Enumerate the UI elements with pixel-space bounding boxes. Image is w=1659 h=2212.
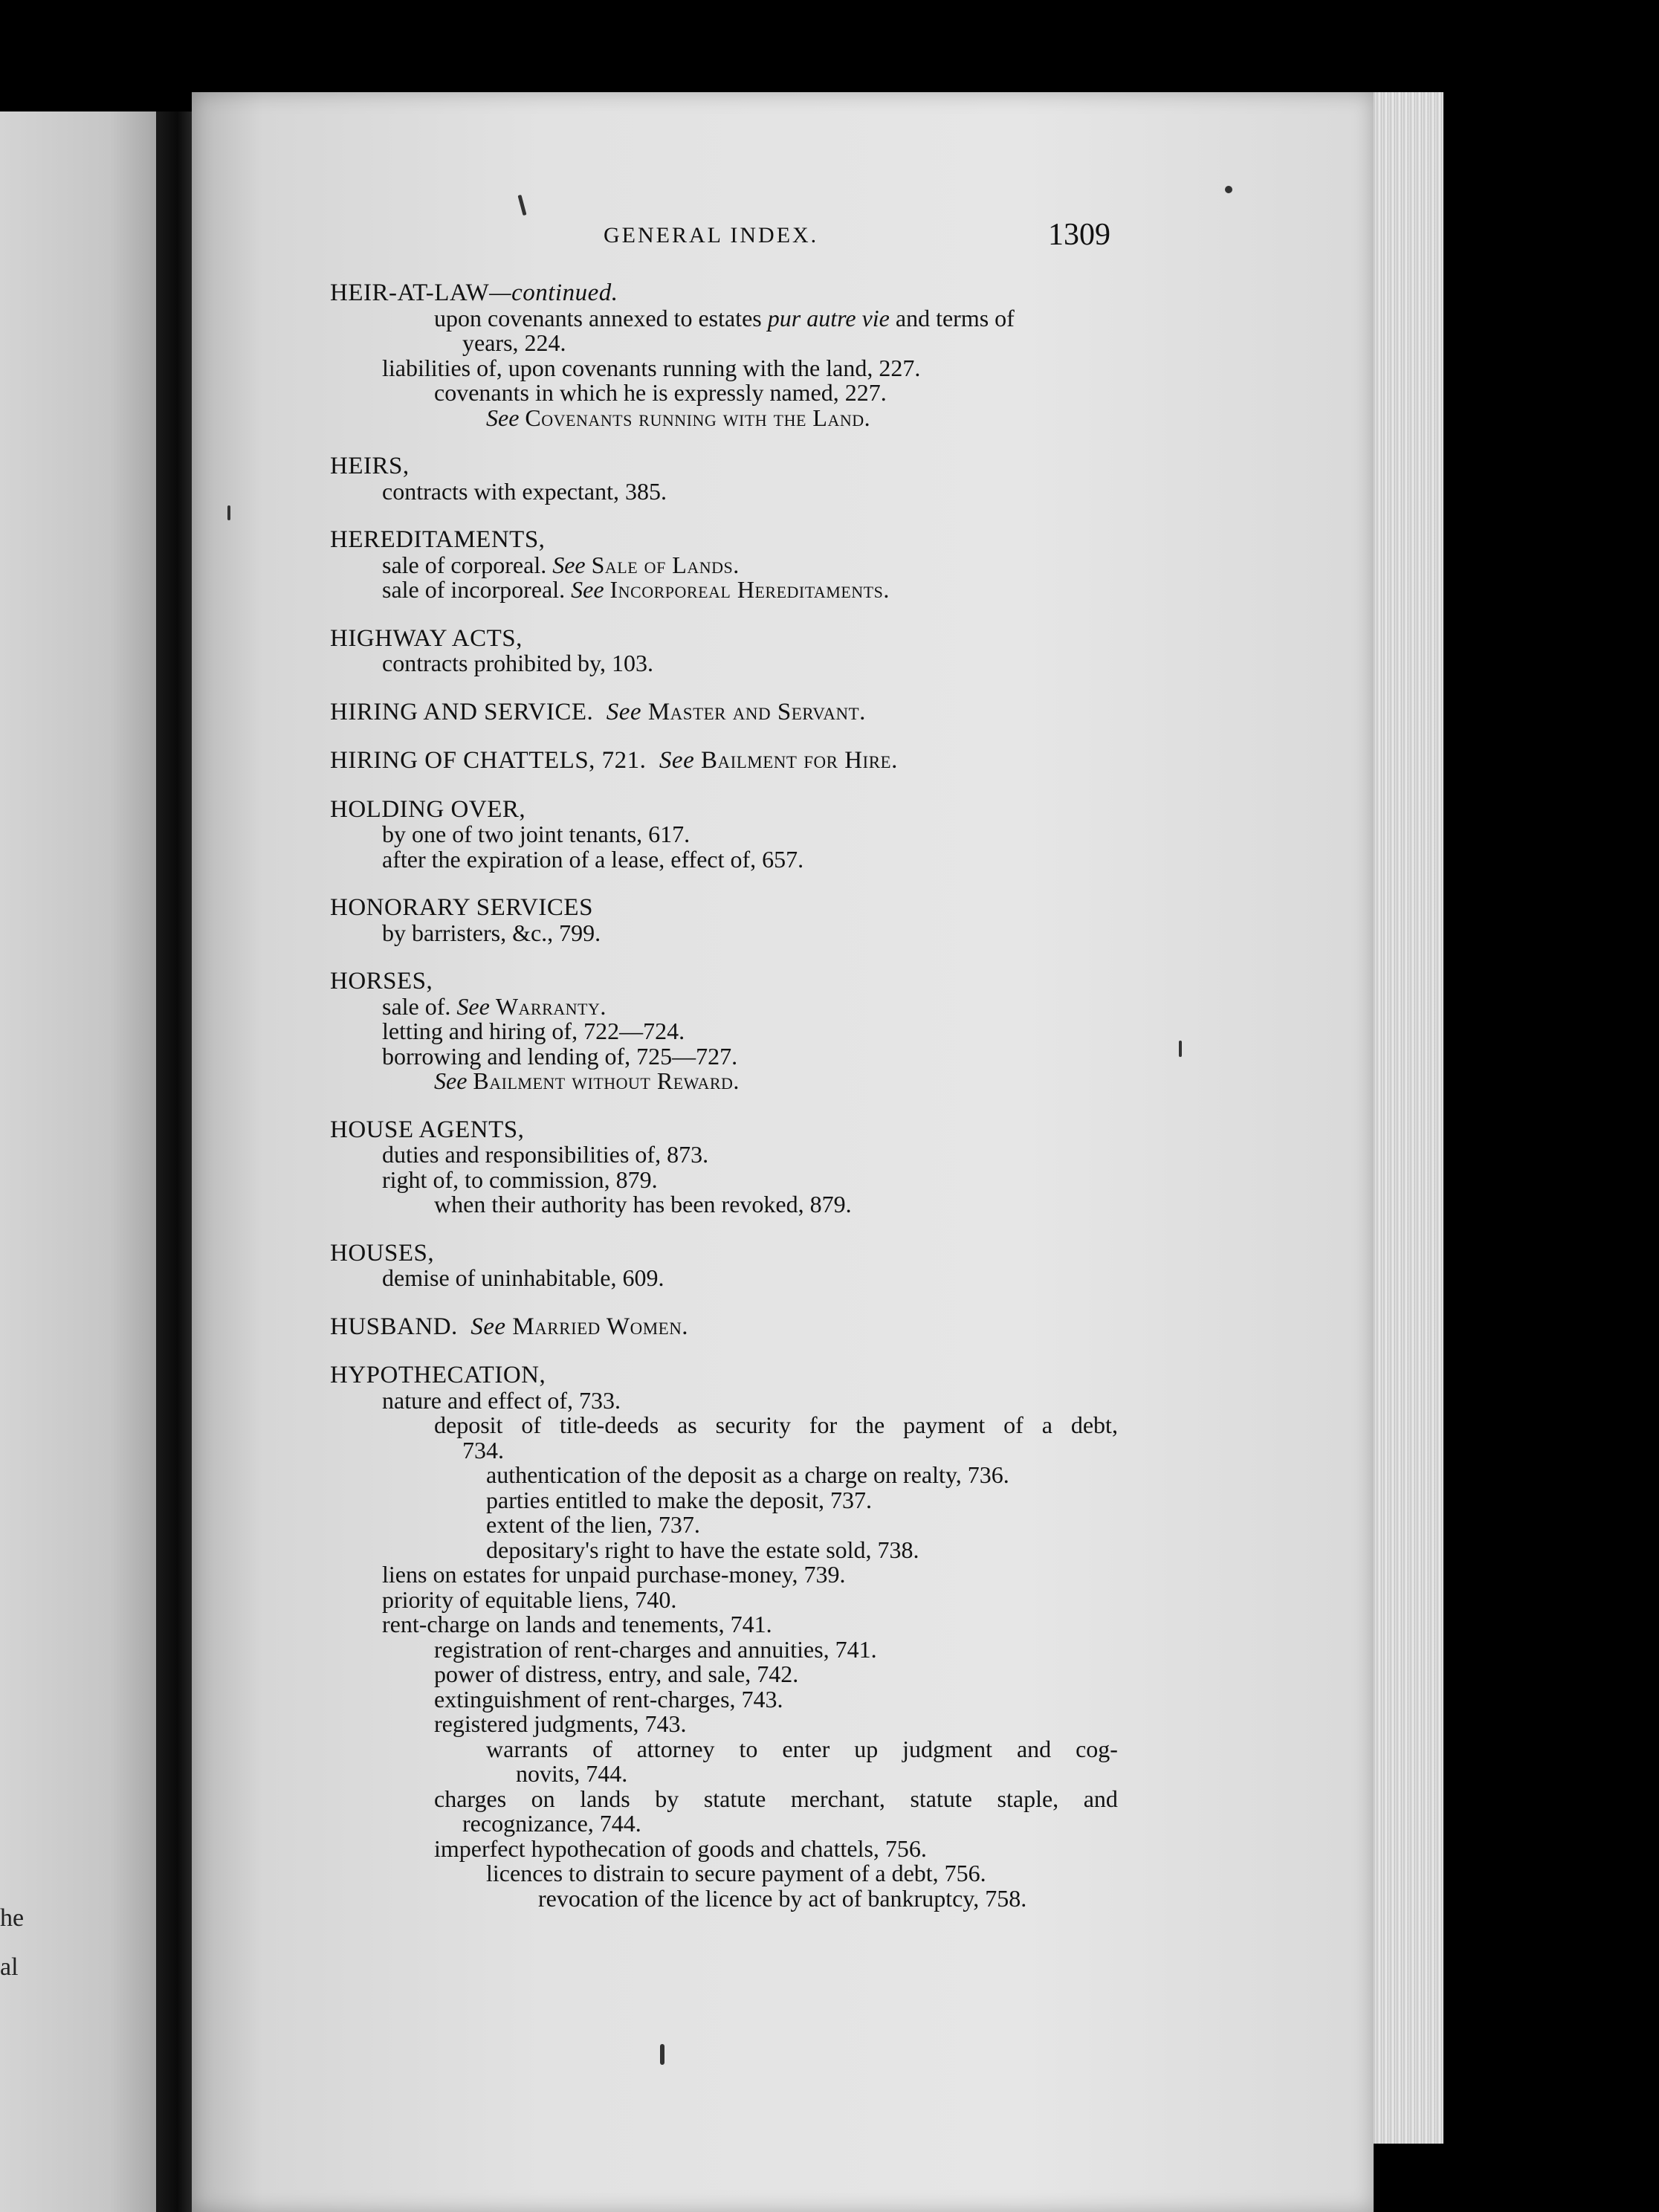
index-subentry	[330, 1834, 1133, 1862]
subentry-text: recognizance, 744.	[462, 1810, 641, 1837]
entry-heading	[330, 700, 1133, 725]
subentry-text: upon covenants annexed to estates	[434, 304, 768, 332]
scan-mark	[1225, 186, 1232, 193]
index-subentry	[330, 1413, 1133, 1438]
heading-text: HIRING OF CHATTELS, 721.	[330, 747, 647, 774]
index-subentry	[330, 578, 1133, 603]
word: up	[854, 1735, 879, 1762]
word: on	[531, 1785, 555, 1812]
subentry-text: novits, 744.	[516, 1760, 628, 1787]
index-entry	[330, 896, 1133, 945]
page-number: 1309	[1048, 218, 1110, 252]
word: and	[1016, 1735, 1052, 1762]
word: lands	[580, 1785, 630, 1812]
see-reference-word: See	[606, 698, 642, 725]
heading-text: HEIR-AT-LAW	[330, 279, 490, 306]
index-subentry	[330, 406, 1133, 431]
index-subentry	[330, 1192, 1133, 1217]
see-reference-word: See	[434, 1067, 468, 1094]
subentry-text: sale of corporeal.	[382, 551, 553, 578]
heading-text: HOUSE AGENTS,	[330, 1116, 525, 1143]
subentry-text-tail: and terms of	[889, 304, 1015, 332]
index-subentry	[330, 553, 1133, 578]
subentry-text: when their authority has been revoked, 879.	[434, 1191, 852, 1217]
index-subentry	[330, 381, 1133, 406]
subentry-text: letting and hiring of, 722—724.	[382, 1018, 685, 1044]
see-reference-word: See	[470, 1313, 506, 1340]
word: enter	[782, 1735, 830, 1762]
cross-reference: Married Women.	[512, 1313, 689, 1340]
subentry-text: extent of the lien, 737.	[486, 1511, 700, 1538]
index-subentry	[330, 1737, 1133, 1762]
entry-heading	[330, 1241, 1133, 1267]
index-entry	[330, 748, 1133, 774]
subentry-text: 734.	[462, 1436, 504, 1464]
cross-reference: Incorporeal Hereditaments.	[609, 576, 890, 603]
subentry-text: priority of equitable liens, 740.	[382, 1585, 677, 1613]
index-subentry	[330, 1562, 1133, 1588]
heading-text: HOLDING OVER,	[330, 795, 526, 823]
see-reference-word: See	[659, 747, 695, 774]
see-reference-word: See	[571, 576, 604, 603]
entry-heading	[330, 748, 1133, 774]
index-subentry	[330, 1585, 1133, 1613]
entry-heading	[330, 1315, 1133, 1340]
index-subentry	[330, 1438, 1133, 1464]
index-subentry	[330, 1069, 1133, 1094]
cross-reference: Covenants running with the Land.	[525, 404, 871, 431]
index-subentry	[330, 1612, 1133, 1637]
word: as	[677, 1411, 697, 1438]
justified-line	[486, 1737, 1118, 1762]
heading-continued: —continued.	[489, 279, 618, 306]
word: debt,	[1070, 1411, 1118, 1438]
left-page	[0, 111, 156, 2212]
index-subentry	[330, 1637, 1133, 1663]
subentry-text: by barristers, &c., 799.	[382, 919, 601, 946]
index-subentry	[330, 356, 1133, 381]
index-entry	[330, 1363, 1133, 1911]
index-subentry	[330, 1687, 1133, 1713]
scan-mark	[227, 505, 230, 520]
subentry-text: liens on estates for unpaid purchase-money, 739.	[382, 1561, 846, 1588]
subentry-text: borrowing and lending of, 725—727.	[382, 1042, 738, 1070]
index-entry	[330, 700, 1133, 725]
subentry-text: parties entitled to make the deposit, 737.	[486, 1486, 872, 1513]
index-subentry	[330, 331, 1133, 356]
heading-text: HORSES,	[330, 968, 433, 995]
subentry-text: covenants in which he is expressly named, 227.	[434, 379, 887, 406]
index-subentry	[330, 1388, 1133, 1414]
word: attorney	[636, 1735, 715, 1762]
subentry-text: contracts prohibited by, 103.	[382, 650, 653, 676]
index-subentry	[330, 822, 1133, 847]
index-subentry	[330, 921, 1133, 946]
subentry-text: sale of.	[382, 992, 457, 1020]
heading-text: HIRING AND SERVICE.	[330, 698, 594, 725]
index-entry	[330, 969, 1133, 1094]
word: deposit	[434, 1411, 503, 1438]
left-page-fragment: he	[0, 1904, 25, 1932]
index-subentry	[330, 479, 1133, 505]
word: title-deeds	[559, 1411, 659, 1438]
subentry-text: registration of rent-charges and annuities, 741.	[434, 1635, 877, 1663]
heading-text: HUSBAND.	[330, 1313, 458, 1340]
heading-text: HEREDITAMENTS,	[330, 526, 546, 553]
entry-heading	[330, 454, 1133, 479]
index-list	[330, 281, 1133, 1935]
index-subentry	[330, 1712, 1133, 1737]
see-reference-word: See	[456, 992, 490, 1020]
index-entry	[330, 528, 1133, 603]
index-subentry	[330, 1811, 1133, 1837]
subentry-text: rent-charge on lands and tenements, 741.	[382, 1611, 772, 1637]
subentry-text: after the expiration of a lease, effect of, 657.	[382, 845, 804, 873]
entry-heading	[330, 1363, 1133, 1388]
heading-text: HEIRS,	[330, 453, 410, 479]
word: to	[739, 1735, 758, 1762]
subentry-text: extinguishment of rent-charges, 743.	[434, 1685, 783, 1713]
justified-line	[434, 1787, 1118, 1812]
index-entry	[330, 1315, 1133, 1340]
index-subentry	[330, 1266, 1133, 1291]
heading-text: HYPOTHECATION,	[330, 1362, 546, 1388]
index-entry	[330, 454, 1133, 504]
word: payment	[903, 1411, 986, 1438]
scan-mark	[1179, 1041, 1182, 1057]
see-reference-word: See	[552, 551, 586, 578]
index-subentry	[330, 1513, 1133, 1538]
subentry-text: power of distress, entry, and sale, 742.	[434, 1660, 799, 1687]
index-subentry	[330, 1787, 1133, 1812]
entry-heading	[330, 969, 1133, 995]
word: for	[809, 1411, 838, 1438]
subentry-text: authentication of the deposit as a charge on realty, 736.	[486, 1461, 1009, 1488]
subentry-text: years, 224.	[462, 329, 566, 356]
index-entry	[330, 624, 1133, 676]
word: security	[715, 1411, 791, 1438]
cross-reference: Sale of Lands.	[591, 551, 740, 578]
index-subentry	[330, 306, 1133, 332]
italic-phrase: pur autre vie	[767, 304, 890, 332]
word: cog-	[1076, 1735, 1118, 1762]
subentry-text: contracts with expectant, 385.	[382, 477, 667, 505]
entry-heading	[330, 896, 1133, 921]
cross-reference: Master and Servant.	[647, 698, 866, 725]
index-subentry	[330, 651, 1133, 676]
index-subentry	[330, 1886, 1133, 1912]
word: merchant,	[790, 1785, 885, 1812]
subentry-text: duties and responsibilities of, 873.	[382, 1141, 709, 1168]
word: charges	[434, 1785, 507, 1812]
entry-heading	[330, 1118, 1133, 1143]
subentry-text: licences to distrain to secure payment of a debt, 756.	[486, 1860, 986, 1886]
left-page-fragment: al	[0, 1953, 19, 1981]
entry-heading	[330, 281, 1133, 306]
index-entry	[330, 795, 1133, 873]
entry-heading	[330, 624, 1133, 652]
index-subentry	[330, 1142, 1133, 1168]
index-subentry	[330, 1662, 1133, 1687]
justified-line	[434, 1413, 1118, 1438]
cross-reference: Bailment for Hire.	[700, 747, 898, 774]
book-gutter	[156, 111, 192, 2212]
word: judgment	[902, 1735, 993, 1762]
see-reference-word: See	[486, 404, 520, 431]
word: warrants	[486, 1735, 569, 1762]
subentry-text: depositary's right to have the estate sold, 738.	[486, 1536, 919, 1563]
index-subentry	[330, 1019, 1133, 1044]
entry-heading	[330, 795, 1133, 823]
index-subentry	[330, 1463, 1133, 1488]
word: and	[1083, 1785, 1118, 1812]
index-subentry	[330, 847, 1133, 873]
subentry-text: right of, to commission, 879.	[382, 1165, 658, 1193]
index-entry	[330, 1241, 1133, 1291]
index-subentry	[330, 1165, 1133, 1193]
word: a	[1041, 1411, 1052, 1438]
subentry-text: nature and effect of, 733.	[382, 1386, 621, 1414]
word: of	[521, 1411, 541, 1438]
word: statute	[703, 1785, 766, 1812]
subentry-text: sale of incorporeal.	[382, 576, 572, 603]
cross-reference: Warranty.	[495, 992, 607, 1020]
subentry-text: demise of uninhabitable, 609.	[382, 1264, 664, 1291]
entry-heading	[330, 528, 1133, 553]
subentry-text: imperfect hypothecation of goods and chattels, 756.	[434, 1834, 927, 1862]
subentry-text: registered judgments, 743.	[434, 1710, 687, 1737]
subentry-text: by one of two joint tenants, 617.	[382, 821, 691, 847]
index-subentry	[330, 1762, 1133, 1787]
cross-reference: Bailment without Reward.	[473, 1067, 740, 1094]
word: of	[1003, 1411, 1023, 1438]
running-head: GENERAL INDEX.	[604, 223, 819, 248]
index-subentry	[330, 992, 1133, 1020]
subentry-text: liabilities of, upon covenants running with the land, 227.	[382, 354, 921, 381]
heading-text: HIGHWAY ACTS,	[330, 624, 523, 652]
index-subentry	[330, 1538, 1133, 1563]
heading-text: HOUSES,	[330, 1239, 435, 1267]
index-entry	[330, 1118, 1133, 1217]
heading-text: HONORARY SERVICES	[330, 894, 593, 921]
word: of	[592, 1735, 612, 1762]
word: statute	[910, 1785, 972, 1812]
word: by	[655, 1785, 679, 1812]
index-subentry	[330, 1488, 1133, 1513]
scan-mark	[660, 2044, 664, 2065]
word: the	[856, 1411, 885, 1438]
word: staple,	[997, 1785, 1059, 1812]
index-subentry	[330, 1044, 1133, 1070]
subentry-text: revocation of the licence by act of bankruptcy, 758.	[538, 1884, 1027, 1912]
index-entry	[330, 281, 1133, 430]
index-subentry	[330, 1861, 1133, 1886]
